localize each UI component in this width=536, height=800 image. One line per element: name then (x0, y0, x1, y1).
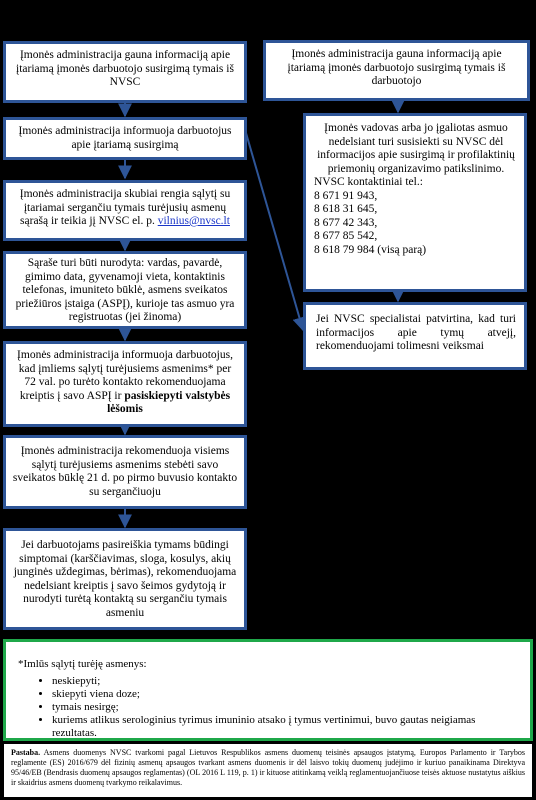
list-requirements-text: Sąraše turi būti nurodyta: vardas, pavardė, gimimo data, gyvenamoji vieta, kontaktinis telefonas, imuniteto būklė, asmens sveikatos priežiūros įstaiga (ASPĮ), kurioje tas asmuo yra registruotas (jei žinoma) (15, 257, 235, 323)
nvsc-contacts-title: NVSC kontaktiniai tel.: (314, 176, 423, 188)
note-label: Pastaba. (11, 748, 41, 757)
step-nvsc-confirms-text: Jei NVSC specialistai patvirtina, kad turi informacijos apie tymų atvejį, rekomenduojami tolimesni veiksmai (316, 313, 516, 352)
step-receive-info-nvsc-text: Įmonės administracija gauna informaciją apie įtariamą įmonės darbuotojo susirgimą tymais iš NVSC (16, 49, 234, 88)
nvsc-phone[interactable]: 8 618 79 984 (visą parą) (314, 243, 427, 256)
vaccination-free-text: pasiskiepyti valstybės lėšomis (107, 389, 231, 415)
data-protection-note (4, 744, 532, 797)
footnote-item: • skiepyti viena doze; (52, 688, 520, 701)
step-contact-nvsc-text: Įmonės vadovas arba jo įgaliotas asmuo nedelsiant turi susisiekti su NVSC dėl informacijos apie susirgimą ir profilaktinių priemonių organizavimo patikslinimo. (317, 122, 515, 175)
step-symptoms-advice (3, 528, 247, 630)
arrow-b2-r3 (246, 133, 303, 330)
step-nvsc-confirms (303, 302, 527, 370)
footnote-title: *Imlūs sąlytį turėję asmenys: (18, 658, 147, 670)
step-prepare-contact-list-text: Įmonės administracija skubiai rengia sąlytį su įtariamai sergančiu tymais turėjusių asmenų sąrašą ir teikia jį NVSC el. p. (19, 188, 231, 227)
note-text: Asmens duomenys NVSC tvarkomi pagal Lietuvos Respublikos asmens duomenų teisinės apsaugos įstatymą, Europos Parlamento ir Tarybos reglamente (ES) 2016/679 dėl fizinių asmenų apsaugos tvarkant asmens duomenis ir dėl laisvo tokių duomenų judėjimo ir kuriuo panaikinama Direktyva 95/46/EB (Bendrasis duomenų apsaugos reglamentas) (OL 2016 L 119, p. 1) ir kituose atitinkamą veiklą reglamentuojančiuose teisės aktuose nustatytus aiškius ir skaidrius asmens duomenų tvarkymo reikalavimus. (11, 748, 525, 787)
step-vaccination-advice (3, 341, 247, 427)
step-receive-info-employee (263, 40, 530, 101)
nvsc-phone[interactable]: 8 677 85 542, (314, 230, 378, 242)
list-requirements (3, 251, 247, 329)
step-receive-info-nvsc (3, 41, 247, 103)
step-monitor-health (3, 435, 247, 509)
footnote-item: • tymais nesirgę; (52, 701, 520, 714)
nvsc-email-link[interactable]: vilnius@nvsc.lt (157, 215, 230, 227)
nvsc-phone-list (314, 190, 518, 258)
nvsc-phone[interactable]: 8 677 42 343, (314, 216, 378, 229)
step-receive-info-employee-text: Įmonės administracija gauna informaciją apie įtariamą įmonės darbuotojo susirgimą tymais iš darbuotojo (287, 48, 506, 87)
step-inform-employees-text: Įmonės administracija informuoja darbuotojus apie įtariamą susirgimą (18, 125, 232, 151)
susceptible-persons-footnote (3, 639, 533, 741)
step-vaccination-advice-text: Įmonės administracija informuoja darbuotojus, kad įmliems sąlytį turėjusiems asmenims* per 72 val. po turėto kontakto rekomenduojama kreiptis į savo ASPĮ ir (17, 349, 233, 402)
footnote-item: • kuriems atlikus serologinius tyrimus imuninio atsako į tymus vertinimui, buvo gautas neigiamas rezultatas. (52, 714, 520, 740)
step-symptoms-advice-text: Jei darbuotojams pasireiškia tymams būdingi simptomai (karščiavimas, sloga, kosulys, akių junginės uždegimas, bėrimas), rekomenduojama nedelsiant kreiptis į savo šeimos gydytoją ir nurodyti turėtą kontaktą su sergančiu tymais asmeniu (13, 539, 237, 619)
step-contact-nvsc (303, 113, 527, 292)
footnote-item: • neskiepyti; (52, 675, 520, 688)
nvsc-phone[interactable]: 8 618 31 645, (314, 203, 378, 215)
step-prepare-contact-list (3, 180, 247, 241)
step-monitor-health-text: Įmonės administracija rekomenduoja visiems sąlytį turėjusiems asmenims stebėti savo sveikatos būklę 21 d. po pirmo buvusio kontakto su sergančiuoju (12, 445, 238, 498)
nvsc-phone[interactable]: 8 671 91 943, (314, 189, 378, 202)
footnote-list (18, 675, 520, 740)
step-inform-employees (3, 117, 247, 160)
